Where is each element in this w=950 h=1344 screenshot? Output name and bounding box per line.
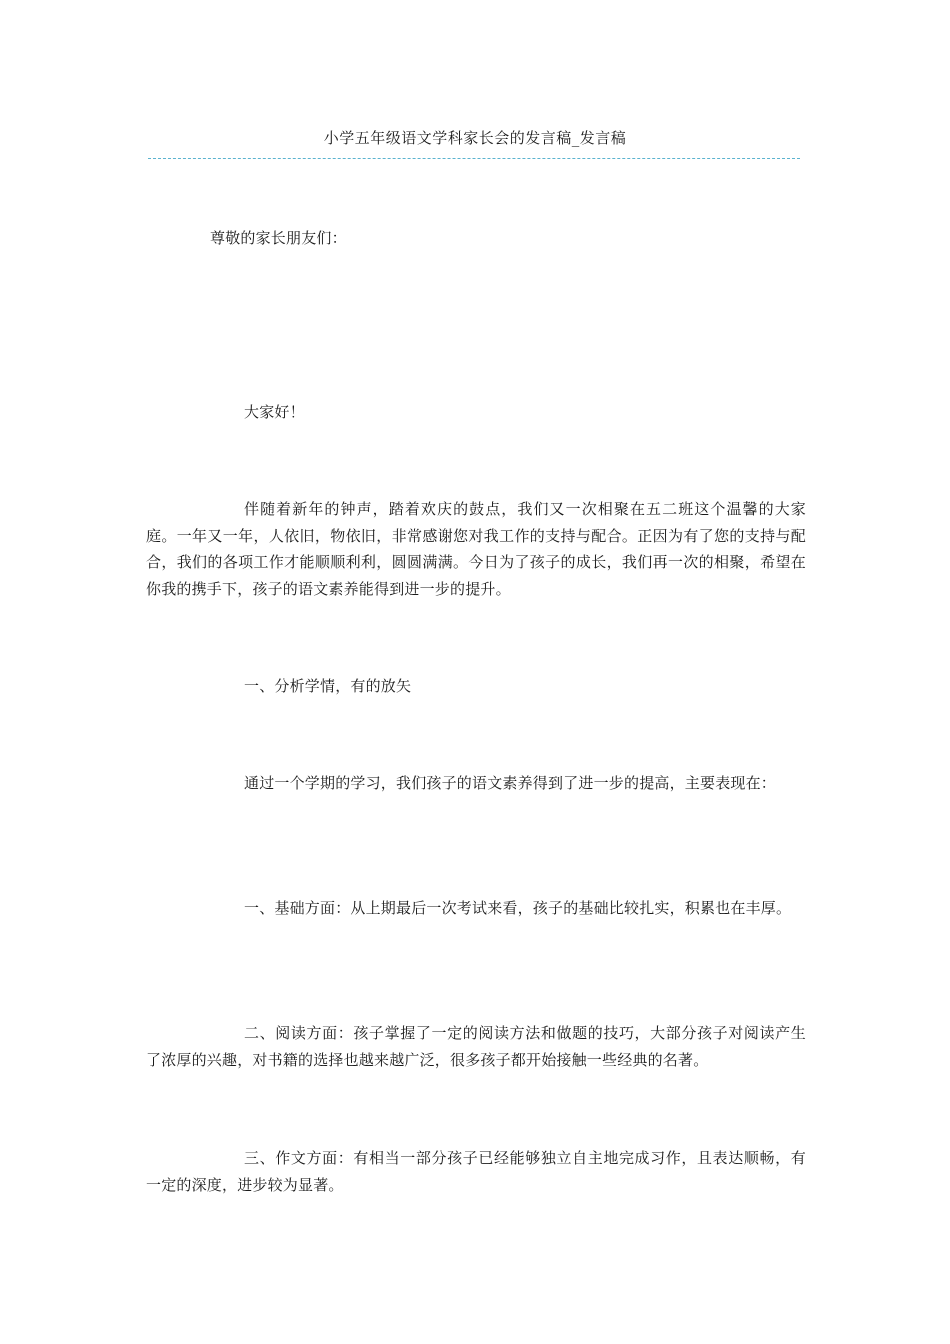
salutation: 尊敬的家长朋友们： xyxy=(210,229,347,247)
page-title: 小学五年级语文学科家长会的发言稿_发言稿 xyxy=(323,129,627,147)
title-divider xyxy=(148,158,800,159)
paragraph-summary: 通过一个学期的学习，我们孩子的语文素养得到了进一步的提高，主要表现在： xyxy=(244,774,777,792)
paragraph-writing: 三、作文方面：有相当一部分孩子已经能够独立自主地完成习作，且表达顺畅，有一定的深度，进步较为显著。 xyxy=(146,1149,806,1194)
paragraph-basics: 一、基础方面：从上期最后一次考试来看，孩子的基础比较扎实，积累也在丰厚。 xyxy=(244,899,792,917)
section-heading: 一、分析学情，有的放矢 xyxy=(244,677,412,695)
paragraph-greeting: 大家好！ xyxy=(244,403,305,421)
paragraph-reading: 二、阅读方面：孩子掌握了一定的阅读方法和做题的技巧，大部分孩子对阅读产生了浓厚的兴趣，对书籍的选择也越来越广泛，很多孩子都开始接触一些经典的名著。 xyxy=(146,1024,806,1069)
paragraph-intro: 伴随着新年的钟声，踏着欢庆的鼓点，我们又一次相聚在五二班这个温馨的大家庭。一年又一年，人依旧，物依旧，非常感谢您对我工作的支持与配合。正因为有了您的支持与配合，我们的各项工作才能顺顺利利，圆圆满满。今日为了孩子的成长，我们再一次的相聚，希望在你我的携手下，孩子的语文素养能得到进一步的提升。 xyxy=(146,500,806,598)
